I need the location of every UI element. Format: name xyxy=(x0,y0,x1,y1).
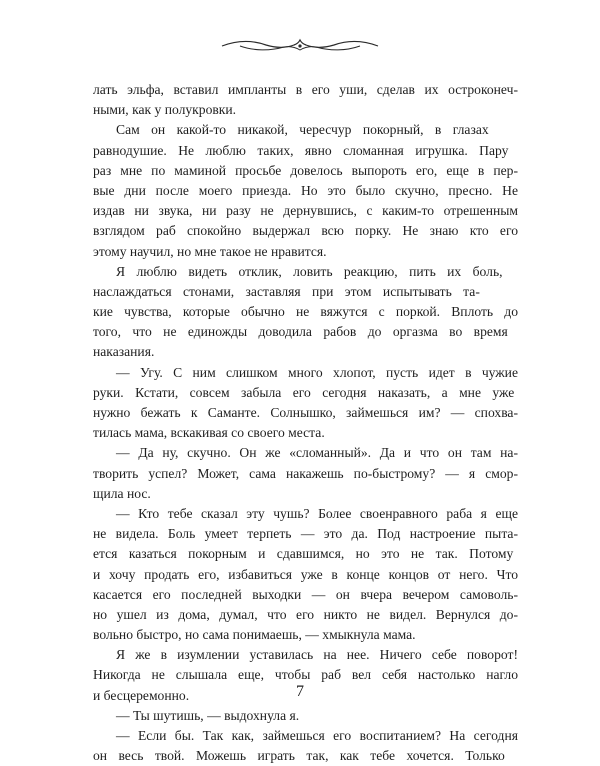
text-line: вольно быстро, но сама понимаешь, — хмыкнула мама. xyxy=(93,627,416,643)
text-line: вые дни после моего приезда. Но это было скучно, пресно. Не xyxy=(93,182,518,198)
text-line: Я же в изумлении уставилась на нее. Ничего себе поворот! xyxy=(116,647,518,663)
text-line: но ушел из дома, думал, что его никто не видел. Вернулся до- xyxy=(93,606,518,622)
text-line: — Если бы. Так как, займешься его воспитанием? На сегодня xyxy=(116,728,518,743)
text-line: касается его последней выходки — он вчера вечером самоволь- xyxy=(93,586,518,602)
text-line: — Угу. С ним слишком много хлопот, пусть идет в чужие xyxy=(116,364,518,380)
text-line: не видела. Боль умеет терпеть — это да. Под настроение пыта- xyxy=(93,526,518,542)
text-line: — Да ну, скучно. Он же «сломанный». Да и что он там на- xyxy=(116,445,518,461)
text-line: наслаждаться стонами, заставляя при этом испытывать та- xyxy=(93,283,480,299)
text-line: Сам он какой-то никакой, чересчур покорный, в глазах xyxy=(116,122,489,138)
page-number: 7 xyxy=(296,683,304,700)
text-line: лать эльфа, вставил импланты в его уши, сделав их остроконеч- xyxy=(93,82,518,97)
text-line: — Кто тебе сказал эту чушь? Более своенравного раба я еще xyxy=(116,505,518,521)
text-line: равнодушие. Не люблю таких, явно сломанная игрушка. Пару xyxy=(93,142,509,158)
text-line: Никогда не слышала еще, чтобы раб вел себя настолько нагло xyxy=(93,667,518,683)
text-line: — Ты шутишь, — выдохнула я. xyxy=(116,707,300,723)
text-line: Я люблю видеть отклик, ловить реакцию, пить их боль, xyxy=(116,263,503,279)
text-line: ется казаться покорным и сдавшимся, но это не так. Потому xyxy=(93,546,514,562)
text-line: руки. Кстати, совсем забыла его сегодня наказать, а мне уже xyxy=(93,384,515,400)
ornament-divider xyxy=(220,36,380,56)
text-line: и бесцеремонно. xyxy=(93,687,190,703)
text-line: нужно бежать к Саманте. Солнышко, займешься им? — спохва- xyxy=(93,405,518,420)
text-line: тилась мама, вскакивая со своего места. xyxy=(93,425,325,441)
text-line: он весь твой. Можешь играть так, как тебе хочется. Только xyxy=(93,748,505,764)
text-line: раз мне по маминой просьбе довелось выпороть его, еще в пер- xyxy=(93,162,518,178)
text-line: наказания. xyxy=(93,344,155,360)
text-line: того, что не единожды доводила рабов до оргазма во время xyxy=(93,324,508,340)
text-line: творить успел? Может, сама накажешь по-быстрому? — я смор- xyxy=(93,465,518,481)
text-line: взглядом раб спокойно выдержал всю порку. Не знаю кто его xyxy=(93,223,518,239)
text-line: ными, как у полукровки. xyxy=(93,102,237,118)
text-line: щила нос. xyxy=(93,485,151,501)
text-line: и хочу продать его, избавиться уже в конце концов от него. Что xyxy=(93,566,518,582)
text-line: кие чувства, которые обычно не вяжутся с поркой. Вплоть до xyxy=(93,304,518,320)
body-text xyxy=(93,80,518,766)
text-line: этому научил, но мне такое не нравится. xyxy=(93,243,327,259)
text-line: издав ни звука, ни разу не дернувшись, с каким-то отрешенным xyxy=(93,203,518,219)
